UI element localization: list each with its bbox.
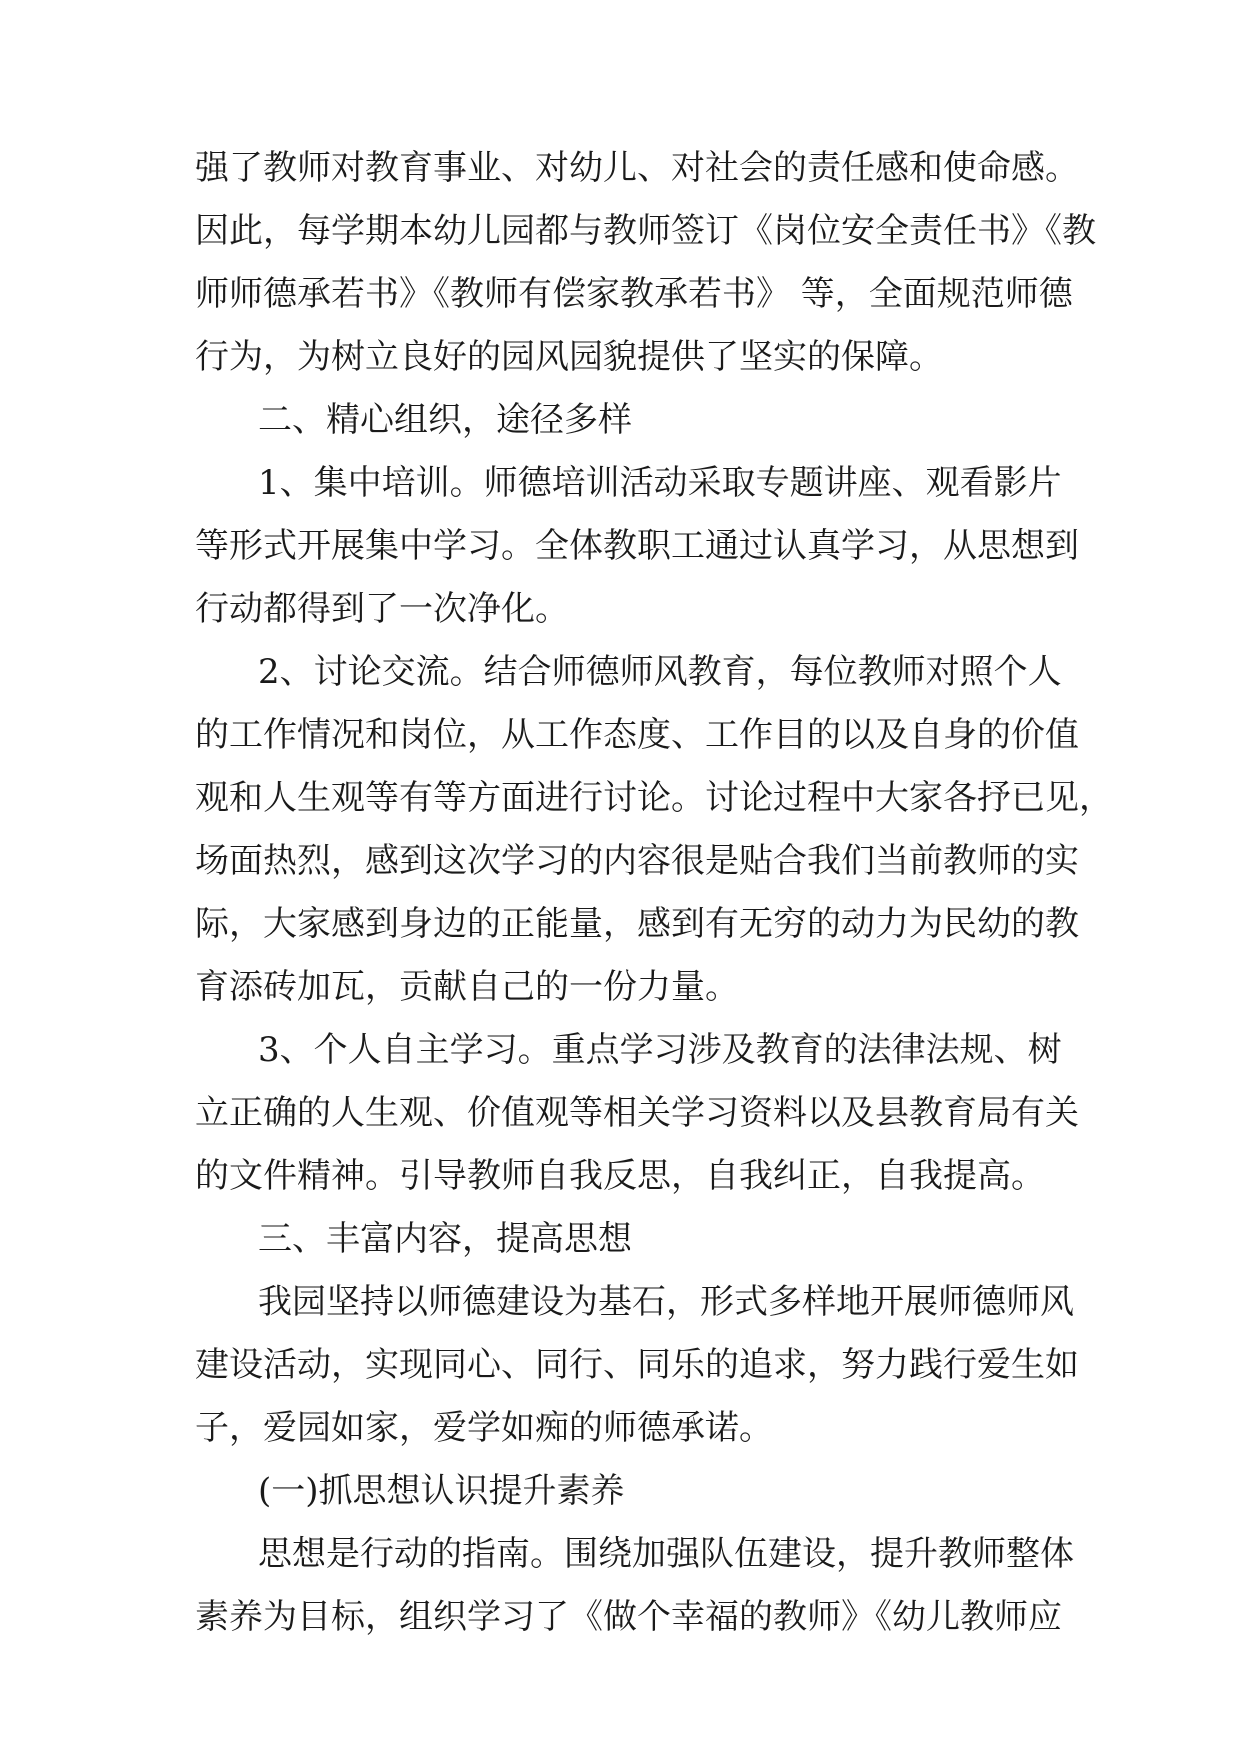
text-line-11: 观和人生观等有等方面进行讨论。讨论过程中大家各抒已见， bbox=[195, 778, 1113, 818]
text-line-19: 我园坚持以师德建设为基石，形式多样地开展师德师风 bbox=[258, 1282, 1074, 1322]
text-line-17: 的文件精神。引导教师自我反思，自我纠正，自我提高。 bbox=[195, 1156, 1045, 1196]
text-line-21: 子，爱园如家，爱学如痴的师德承诺。 bbox=[195, 1408, 773, 1448]
text-line-8: 行动都得到了一次净化。 bbox=[195, 589, 569, 629]
text-line-23: 思想是行动的指南。围绕加强队伍建设，提升教师整体 bbox=[258, 1534, 1074, 1574]
text-line-7: 等形式开展集中学习。全体教职工通过认真学习，从思想到 bbox=[195, 526, 1079, 566]
text-line-2: 因此，每学期本幼儿园都与教师签订《岗位安全责任书》《教 bbox=[195, 211, 1096, 251]
text-line-12: 场面热烈，感到这次学习的内容很是贴合我们当前教师的实 bbox=[195, 841, 1079, 881]
text-line-6: 1、集中培训。师德培训活动采取专题讲座、观看影片 bbox=[258, 463, 1062, 503]
text-line-20: 建设活动，实现同心、同行、同乐的追求，努力践行爱生如 bbox=[195, 1345, 1079, 1385]
subsection-heading-1: (一)抓思想认识提升素养 bbox=[258, 1471, 625, 1511]
text-line-1: 强了教师对教育事业、对幼儿、对社会的责任感和使命感。 bbox=[195, 148, 1079, 188]
section-heading-2: 二、精心组织，途径多样 bbox=[258, 400, 632, 440]
text-line-16: 立正确的人生观、价值观等相关学习资料以及县教育局有关 bbox=[195, 1093, 1079, 1133]
section-heading-3: 三、丰富内容，提高思想 bbox=[258, 1219, 632, 1259]
text-line-9: 2、讨论交流。结合师德师风教育，每位教师对照个人 bbox=[258, 652, 1062, 692]
text-line-3: 师师德承若书》《教师有偿家教承若书》 等，全面规范师德 bbox=[195, 274, 1073, 314]
text-line-10: 的工作情况和岗位，从工作态度、工作目的以及自身的价值 bbox=[195, 715, 1079, 755]
text-line-24: 素养为目标，组织学习了《做个幸福的教师》《幼儿教师应 bbox=[195, 1597, 1062, 1637]
text-line-13: 际，大家感到身边的正能量，感到有无穷的动力为民幼的教 bbox=[195, 904, 1079, 944]
text-line-4: 行为，为树立良好的园风园貌提供了坚实的保障。 bbox=[195, 337, 943, 377]
text-line-14: 育添砖加瓦，贡献自己的一份力量。 bbox=[195, 967, 739, 1007]
text-line-15: 3、个人自主学习。重点学习涉及教育的法律法规、树 bbox=[258, 1030, 1062, 1070]
